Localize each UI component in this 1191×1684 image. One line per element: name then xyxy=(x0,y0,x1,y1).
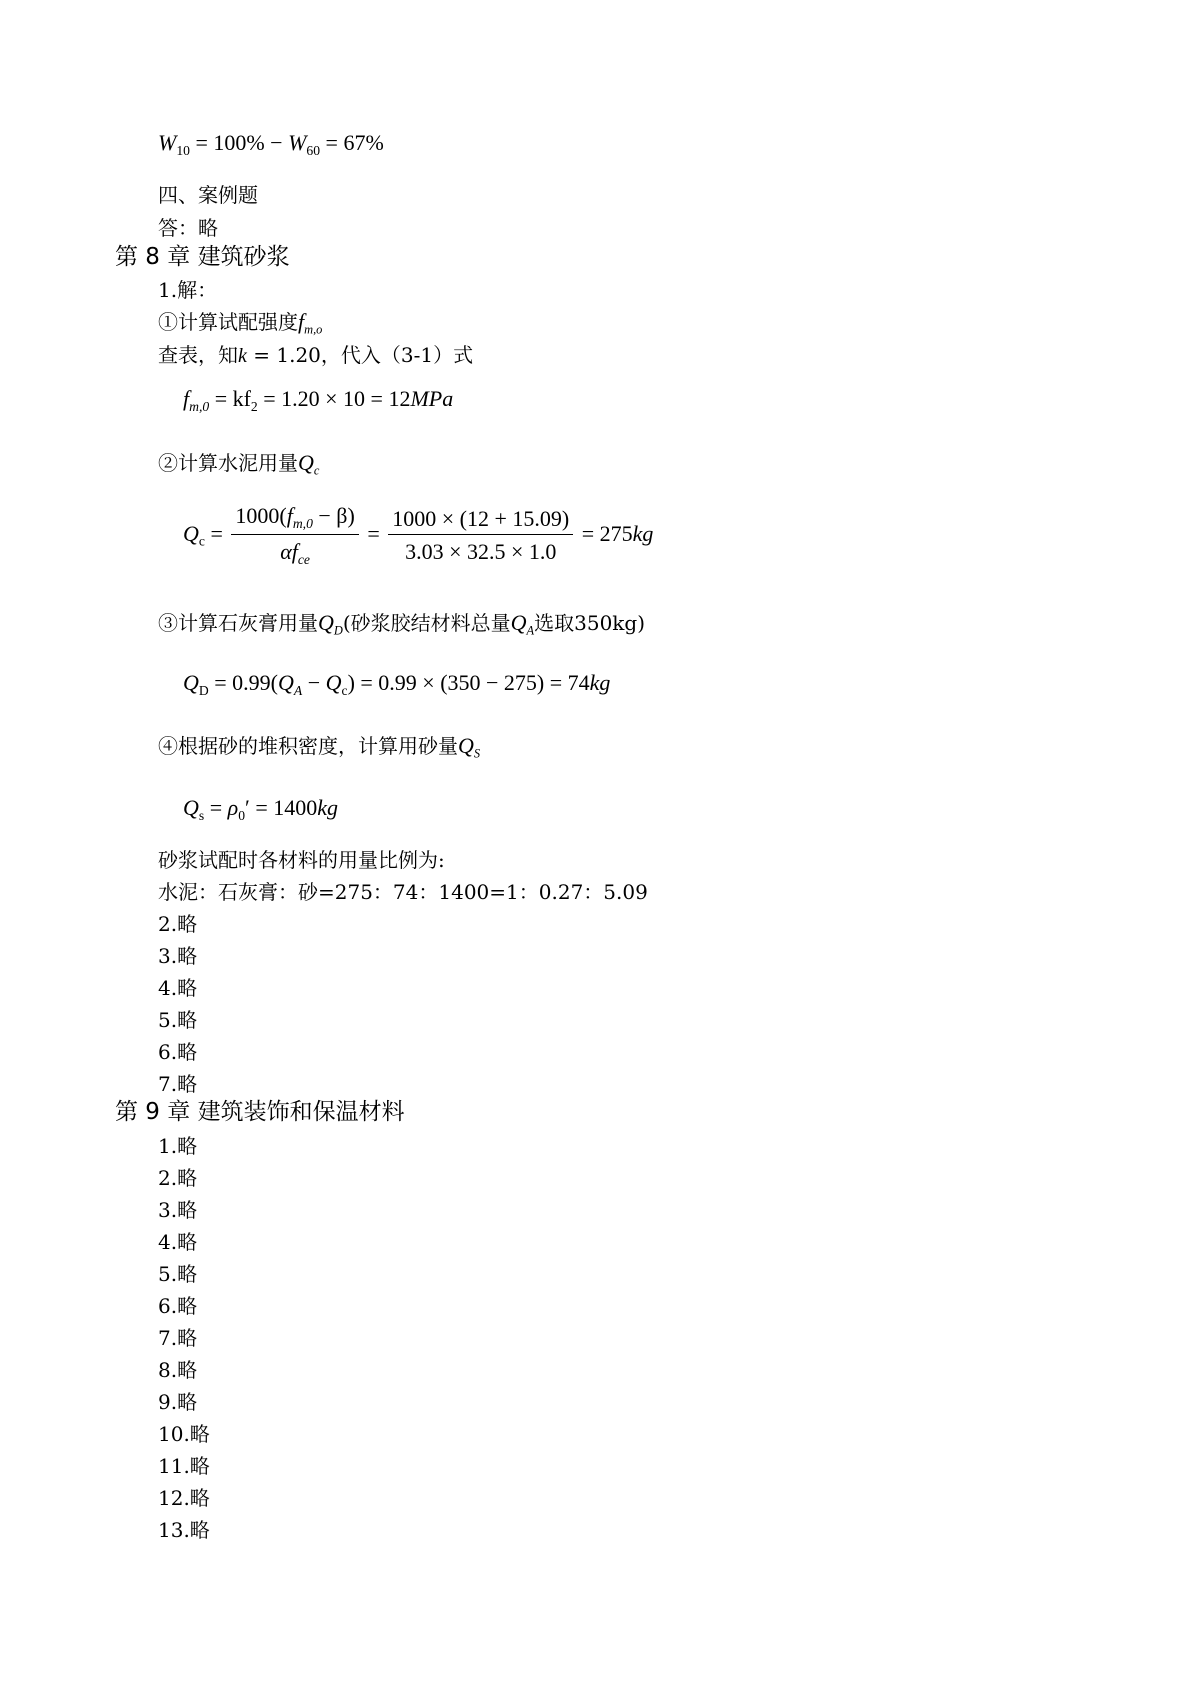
ch9-item: 8.略 xyxy=(158,1358,198,1382)
question-1-label: 1.解： xyxy=(158,278,218,302)
ch9-item: 12.略 xyxy=(158,1486,210,1510)
fraction-1: $\frac{1000(f_{m,0} - \beta)}{\alpha f_{ce}}$ xyxy=(231,505,358,567)
ch9-item: 1.略 xyxy=(158,1134,198,1158)
chapter-8-heading: 第 8 章 建筑砂浆 xyxy=(115,244,290,270)
equation-qc: $Q_c$ = $\frac{1000(f_{m,0} - \beta)}{\alpha f_{ce}}$ = $\frac{1000 \times (12 + 15.09)}{3.03 \times 32.5 \times 1.0}$ = 275kg xyxy=(183,503,654,568)
ch9-item: 11.略 xyxy=(158,1454,210,1478)
ch8-item: 4.略 xyxy=(158,976,198,1000)
ratio-title: 砂浆试配时各材料的用量比例为: xyxy=(158,848,445,872)
step-3: ③计算石灰膏用量$Q_D$(砂浆胶结材料总量$Q_A$选取350kg) xyxy=(158,610,646,638)
ch9-item: 6.略 xyxy=(158,1294,198,1318)
equation-qs: $Q_s = \rho_0' = 1400kg$ xyxy=(183,795,338,823)
equation-w10: $W_{10} = 100\% - W_{60} = 67\%$ xyxy=(158,130,384,158)
equation-qd: $Q_D = 0.99(Q_A - Q_c) = 0.99 \times (350 - 275) = 74kg$ xyxy=(183,670,611,698)
ch8-item: 7.略 xyxy=(158,1072,198,1096)
ch9-item: 4.略 xyxy=(158,1230,198,1254)
ch8-item: 2.略 xyxy=(158,912,198,936)
fraction-2: $\frac{1000 \times (12 + 15.09)}{3.03 \times 32.5 \times 1.0}$ xyxy=(388,508,573,563)
case-answer: 答：略 xyxy=(158,216,218,240)
chapter-9-heading: 第 9 章 建筑装饰和保温材料 xyxy=(115,1099,405,1125)
ch9-item: 9.略 xyxy=(158,1390,198,1414)
step-1: ①计算试配强度$f_{m,o}$ xyxy=(158,309,323,337)
ch9-item: 7.略 xyxy=(158,1326,198,1350)
ratio-line: 水泥：石灰膏：砂=275：74：1400=1：0.27：5.09 xyxy=(158,880,648,904)
ch9-item: 3.略 xyxy=(158,1198,198,1222)
ch9-item: 2.略 xyxy=(158,1166,198,1190)
ch8-item: 5.略 xyxy=(158,1008,198,1032)
ch8-item: 3.略 xyxy=(158,944,198,968)
step-4: ④根据砂的堆积密度，计算用砂量$Q_S$ xyxy=(158,733,481,761)
ch8-item: 6.略 xyxy=(158,1040,198,1064)
lookup-line: 查表，知k = 1.20，代入（3-1）式 xyxy=(158,343,474,367)
ch9-item: 10.略 xyxy=(158,1422,210,1446)
ch9-item: 5.略 xyxy=(158,1262,198,1286)
ch9-item: 13.略 xyxy=(158,1518,210,1542)
case-section-title: 四、案例题 xyxy=(158,183,258,207)
equation-fm0: $f_{m,0} = kf_2 = 1.20 \times 10 = 12MPa$ xyxy=(183,386,454,414)
step-2: ②计算水泥用量$Q_c$ xyxy=(158,450,320,478)
